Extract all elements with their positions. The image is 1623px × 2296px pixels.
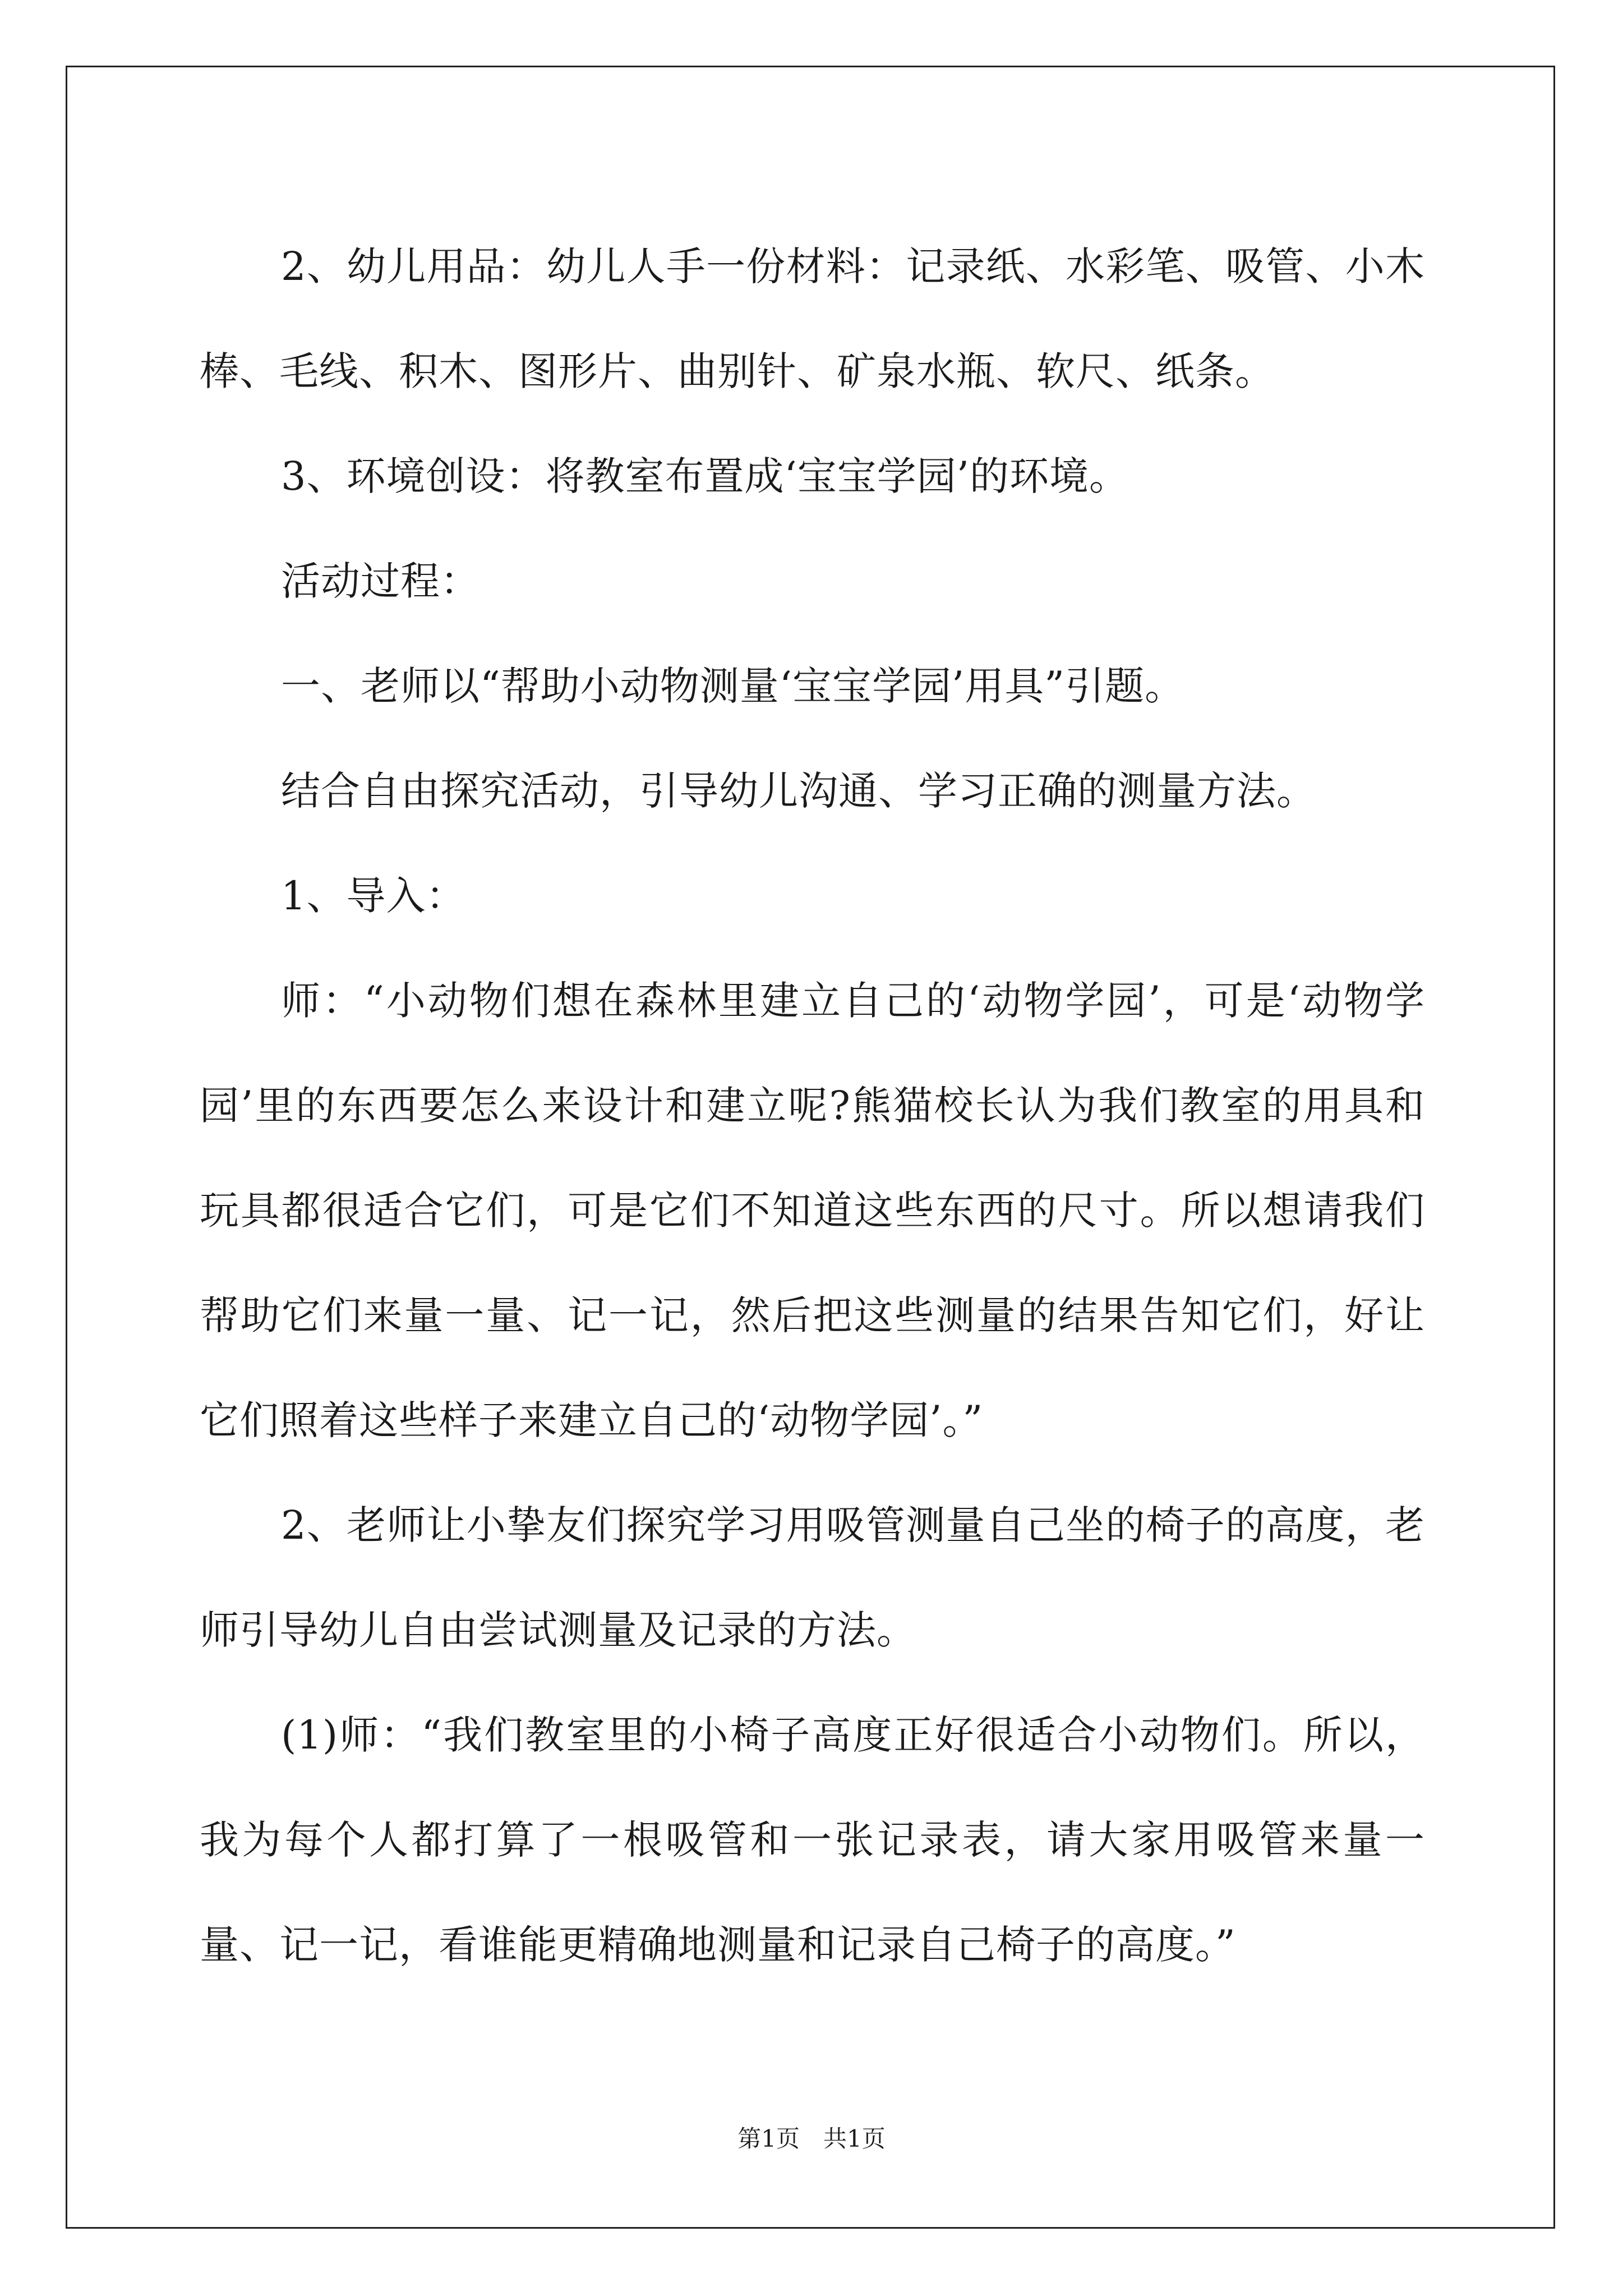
paragraph: 3、环境创设：将教室布置成‘宝宝学园’的环境。: [281, 453, 1129, 499]
page-footer: 第1页 共1页: [737, 2125, 886, 2152]
document-body: [200, 214, 1425, 1998]
paragraph: 2、幼儿用品：幼儿人手一份材料：记录纸、水彩笔、吸管、小木棒、毛线、积木、图形片、曲别针、矿泉水瓶、软尺、纸条。: [200, 243, 1425, 394]
paragraph: 一、老师以“帮助小动物测量‘宝宝学园’用具”引题。: [281, 663, 1185, 709]
paragraph: 师：“小动物们想在森林里建立自己的‘动物学园’，可是‘动物学园’里的东西要怎么来设计和建立呢?熊猫校长认为我们教室的用具和玩具都很适合它们，可是它们不知道这些东西的尺寸。所以想请我们帮助它们来量一量、记一记，然后把这些测量的结果告知它们，好让它们照着这些样子来建立自己的‘动物学园’。”: [200, 978, 1425, 1443]
paragraph: 活动过程：: [281, 558, 480, 604]
paragraph: 结合自由探究活动，引导幼儿沟通、学习正确的测量方法。: [281, 768, 1316, 814]
paragraph: 1、导入：: [281, 873, 466, 919]
paragraph: (1)师：“我们教室里的小椅子高度正好很适合小动物们。所以，我为每个人都打算了一根吸管和一张记录表，请大家用吸管来量一量、记一记，看谁能更精确地测量和记录自己椅子的高度。”: [200, 1712, 1425, 1968]
paragraph: 2、老师让小挚友们探究学习用吸管测量自己坐的椅子的高度，老师引导幼儿自由尝试测量及记录的方法。: [200, 1502, 1425, 1653]
